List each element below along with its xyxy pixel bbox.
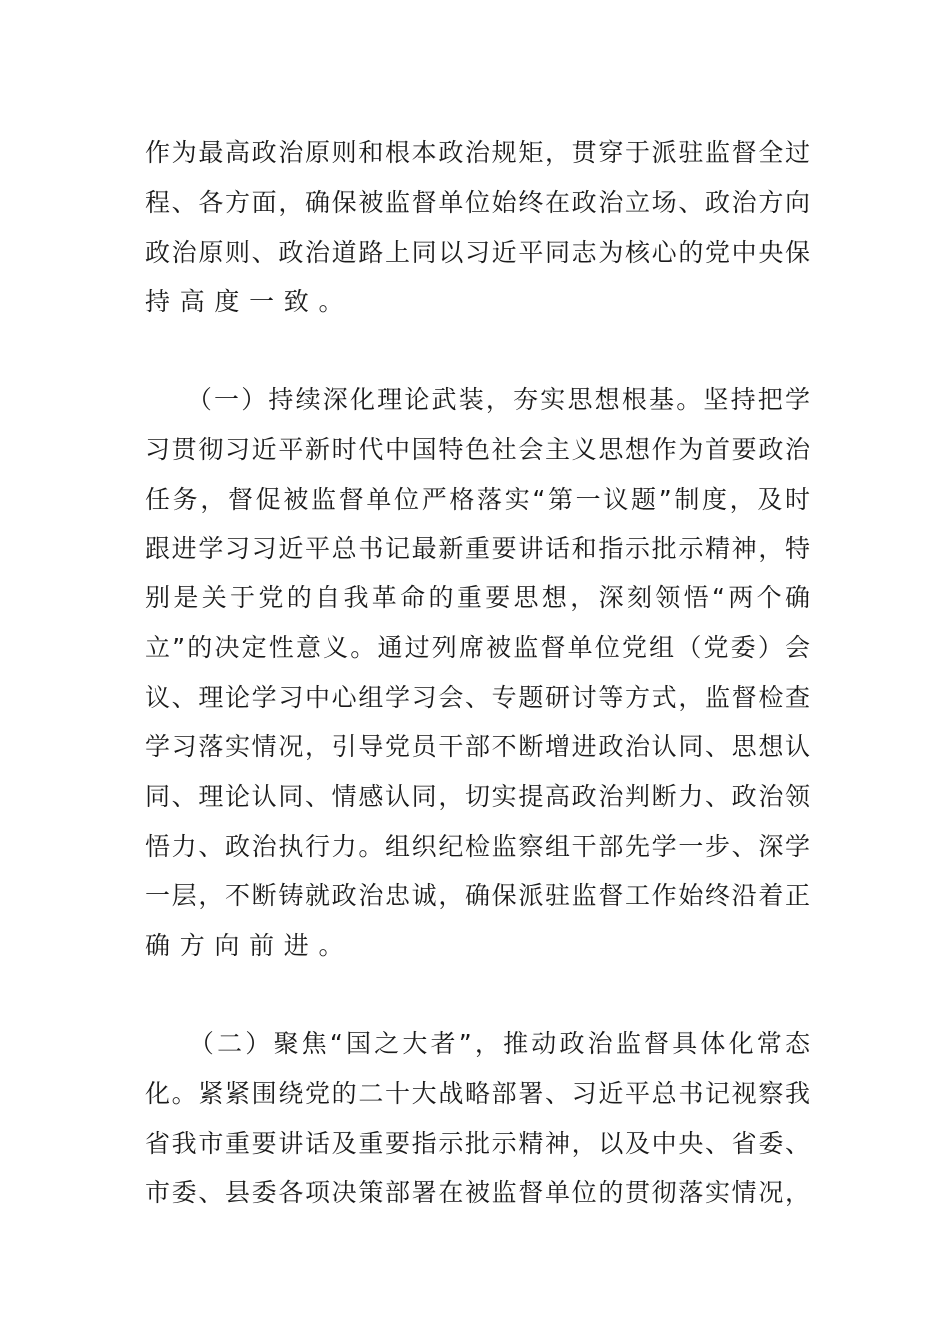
- text-line: 跟进学习习近平总书记最新重要讲话和指示批示精神，特: [145, 534, 810, 563]
- text-line: 政治原则、政治道路上同以习近平同志为核心的党中央保: [145, 238, 810, 267]
- text-line: 同、理论认同、情感认同，切实提高政治判断力、政治领: [145, 782, 810, 811]
- text-line: 确方向前进。: [145, 931, 354, 960]
- text-line: 作为最高政治原则和根本政治规矩，贯穿于派驻监督全过: [145, 138, 810, 167]
- text-line: 省我市重要讲话及重要指示批示精神，以及中央、省委、: [145, 1129, 810, 1158]
- text-line: 悟力、政治执行力。组织纪检监察组干部先学一步、深学: [145, 832, 810, 861]
- text-line: 议、理论学习中心组学习会、专题研讨等方式，监督检查: [145, 683, 810, 712]
- text-line: 习贯彻习近平新时代中国特色社会主义思想作为首要政治: [145, 435, 810, 464]
- text-line: 一层，不断铸就政治忠诚，确保派驻监督工作始终沿着正: [145, 881, 810, 910]
- text-line: 任务，督促被监督单位严格落实“第一议题”制度，及时: [145, 485, 810, 514]
- section-heading-line: （二）聚焦“国之大者”，推动政治监督具体化常态: [145, 1029, 810, 1058]
- text-line: 立”的决定性意义。通过列席被监督单位党组（党委）会: [145, 633, 810, 662]
- text-line: 程、各方面，确保被监督单位始终在政治立场、政治方向: [145, 188, 810, 217]
- text-line: 化。紧紧围绕党的二十大战略部署、习近平总书记视察我: [145, 1079, 810, 1108]
- text-line: 学习落实情况，引导党员干部不断增进政治认同、思想认: [145, 732, 810, 761]
- section-heading-line: （一）持续深化理论武装，夯实思想根基。坚持把学: [145, 385, 810, 414]
- text-line: 持高度一致。: [145, 287, 354, 316]
- text-line: 市委、县委各项决策部署在被监督单位的贯彻落实情况，: [145, 1178, 810, 1207]
- text-line: 别是关于党的自我革命的重要思想，深刻领悟“两个确: [145, 583, 810, 612]
